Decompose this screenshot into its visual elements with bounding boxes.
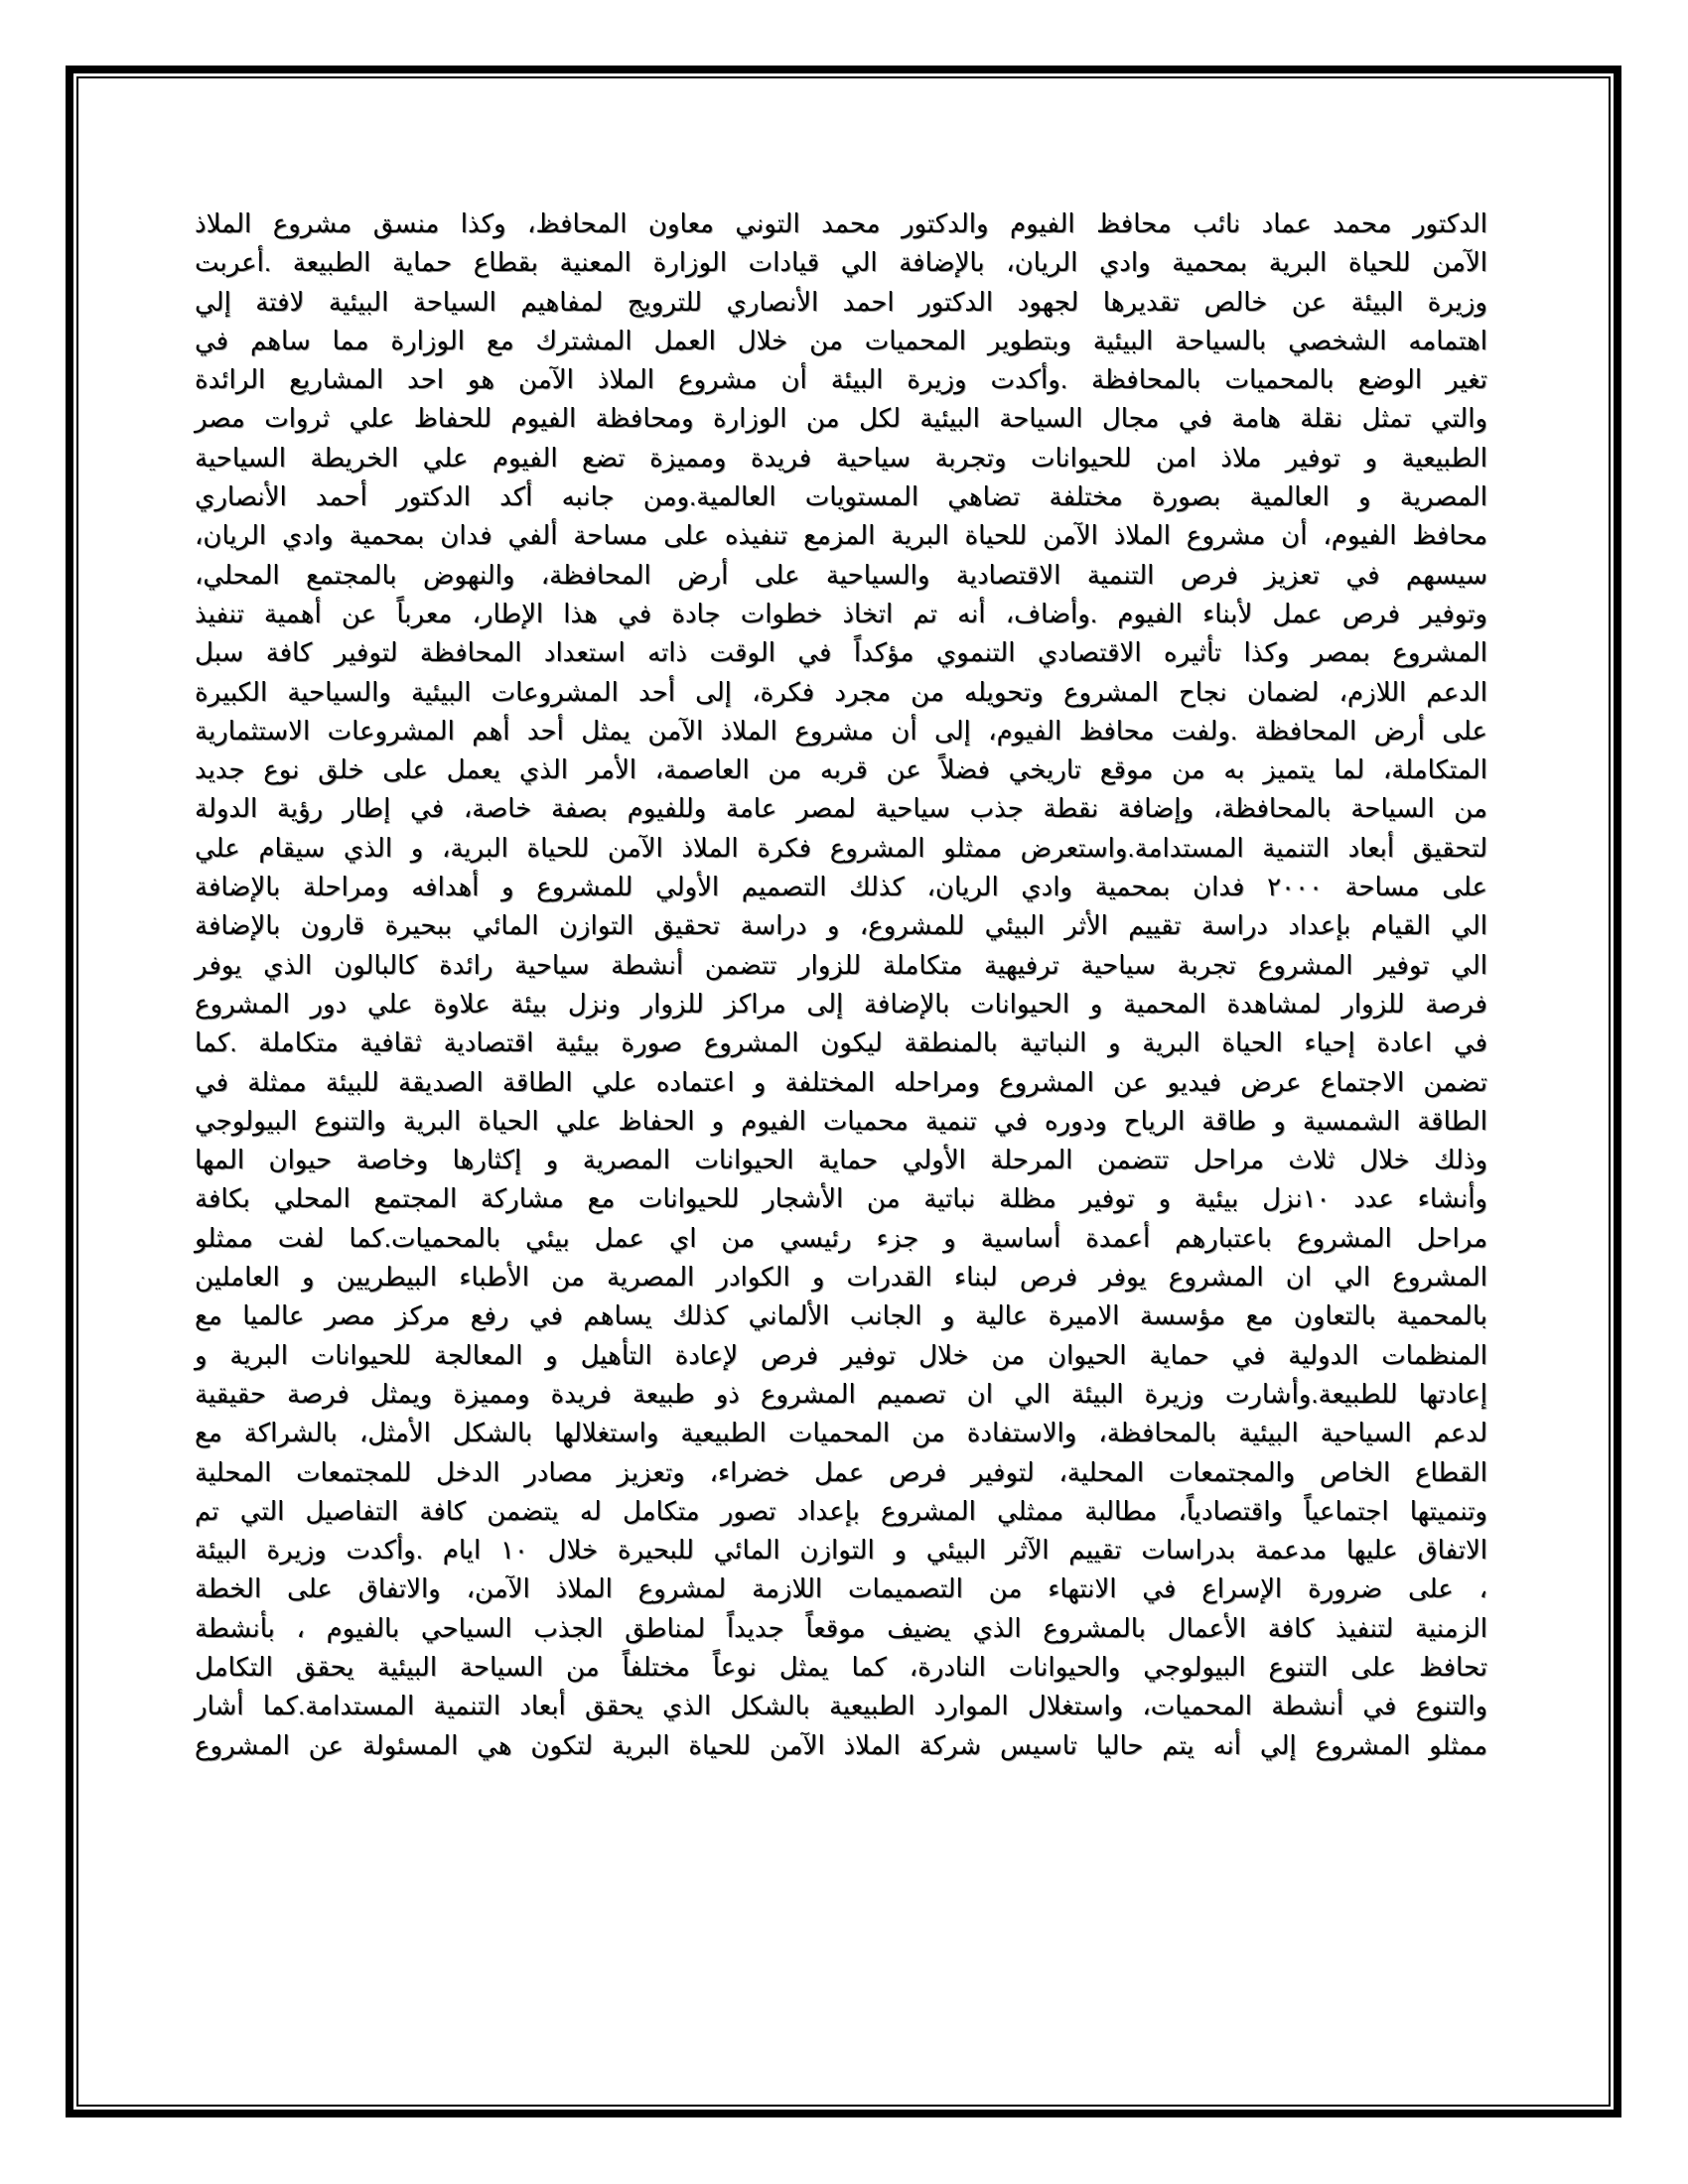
text-line: الزمنية لتنفيذ كافة الأعمال بالمشروع الذي يضيف موقعاً جديداً لمناطق الجذب السياحي بالفيوم ، بأنشطة: [195, 1612, 1487, 1643]
text-line: وتنميتها اجتماعياً واقتصادياً، مطالبة ممثلي المشروع بإعداد تصور متكامل له يتضمن كافة التفاصيل التي تم: [195, 1495, 1487, 1526]
text-line: الي توفير المشروع تجربة سياحية ترفيهية متكاملة للزوار تتضمن أنشطة سياحية رائدة كالبالون الذي يوفر: [195, 949, 1487, 980]
text-line: لدعم السياحية البيئية بالمحافظة، والاستفادة من المحميات الطبيعية واستغلالها بالشكل الأمثل، بالشراكة مع: [195, 1418, 1487, 1448]
text-line: تحافظ على التنوع البيولوجي والحيوانات النادرة، كما يمثل نوعاً مختلفاً من السياحة البيئية يحقق التكامل: [195, 1651, 1487, 1682]
text-line: الدكتور محمد عماد نائب محافظ الفيوم والدكتور محمد التوني معاون المحافظ، وكذا منسق مشروع الملاذ: [195, 208, 1487, 238]
text-line: لتحقيق أبعاد التنمية المستدامة.واستعرض ممثلو المشروع فكرة الملاذ الآمن للحياة البرية، و الذي سيقام علي: [195, 832, 1487, 863]
text-line: على أرض المحافظة .ولفت محافظ الفيوم، إلى أن مشروع الملاذ الآمن يمثل أحد أهم المشروعات الاستثمارية: [195, 715, 1487, 746]
text-line: فرصة للزوار لمشاهدة المحمية و الحيوانات بالإضافة إلى مراكز للزوار ونزل بيئة علاوة علي دور المشروع: [195, 988, 1487, 1019]
text-line: والتي تمثل نقلة هامة في مجال السياحة البيئية لكل من الوزارة ومحافظة الفيوم للحفاظ علي ثروات مصر: [195, 403, 1487, 434]
text-line: سيسهم في تعزيز فرص التنمية الاقتصادية والسياحية على أرض المحافظة، والنهوض بالمجتمع المحلي،: [195, 559, 1487, 590]
text-line: المصرية و العالمية بصورة مختلفة تضاهي المستويات العالمية.ومن جانبه أكد الدكتور أحمد الأنصاري: [195, 481, 1487, 512]
document-body: [195, 205, 1487, 1765]
text-line: والتنوع في أنشطة المحميات، واستغلال الموارد الطبيعية بالشكل الذي يحقق أبعاد التنمية المستدامة.كما أشار: [195, 1691, 1487, 1721]
text-line: تغير الوضع بالمحميات بالمحافظة .وأكدت وزيرة البيئة أن مشروع الملاذ الآمن هو احد المشاريع الرائدة: [195, 364, 1487, 395]
text-line: المشروع بمصر وكذا تأثيره الاقتصادي التنموي مؤكداً في الوقت ذاته استعداد المحافظة لتوفير كافة سبل: [195, 637, 1487, 668]
text-line: الدعم اللازم، لضمان نجاح المشروع وتحويله من مجرد فكرة، إلى أحد المشروعات البيئية والسياحية الكبيرة: [195, 676, 1487, 707]
text-line: من السياحة بالمحافظة، وإضافة نقطة جذب سياحية لمصر عامة وللفيوم بصفة خاصة، في إطار رؤية الدولة: [195, 793, 1487, 824]
text-line: المشروع الي ان المشروع يوفر فرص لبناء القدرات و الكوادر المصرية من الأطباء البيطريين و العاملين: [195, 1262, 1487, 1293]
text-line: ممثلو المشروع إلي أنه يتم حاليا تاسيس شركة الملاذ الآمن للحياة البرية لتكون هي المسئولة عن المشروع: [195, 1729, 1487, 1760]
text-line: محافظ الفيوم، أن مشروع الملاذ الآمن للحياة البرية المزمع تنفيذه على مساحة ألفي فدان بمحمية وادي الريان،: [195, 520, 1487, 551]
text-line: المنظمات الدولية في حماية الحيوان من خلال توفير فرص لإعادة التأهيل و المعالجة للحيوانات البرية و: [195, 1339, 1487, 1370]
text-line: تضمن الاجتماع عرض فيديو عن المشروع ومراحله المختلفة و اعتماده علي الطاقة الصديقة للبيئة ممثلة في: [195, 1066, 1487, 1097]
text-line: وأنشاء عدد ١٠نزل بيئية و توفير مظلة نباتية من الأشجار للحيوانات مع مشاركة المجتمع المحلي بكافة: [195, 1183, 1487, 1214]
text-line: المتكاملة، لما يتميز به من موقع تاريخي فضلاً عن قربه من العاصمة، الأمر الذي يعمل على خلق نوع جديد: [195, 754, 1487, 785]
text-line: وزيرة البيئة عن خالص تقديرها لجهود الدكتور احمد الأنصاري للترويج لمفاهيم السياحة البيئية لافتة إلي: [195, 286, 1487, 317]
text-line: ، على ضرورة الإسراع في الانتهاء من التصميمات اللازمة لمشروع الملاذ الآمن، والاتفاق على الخطة: [195, 1573, 1487, 1604]
text-line: الطاقة الشمسية و طاقة الرياح ودوره في تنمية محميات الفيوم و الحفاظ علي الحياة البرية والتنوع البيولوجي: [195, 1105, 1487, 1136]
text-line: الي القيام بإعداد دراسة تقييم الأثر البيئي للمشروع، و دراسة تحقيق التوازن المائي ببحيرة قارون بالإضافة: [195, 910, 1487, 941]
text-line: على مساحة ٢٠٠٠ فدان بمحمية وادي الريان، كذلك التصميم الأولي للمشروع و أهدافه ومراحلة بالإضافة: [195, 872, 1487, 902]
text-line: وتوفير فرص عمل لأبناء الفيوم .وأضاف، أنه تم اتخاذ خطوات جادة في هذا الإطار، معرباً عن أهمية تنفيذ: [195, 598, 1487, 628]
text-line: الاتفاق عليها مدعمة بدراسات تقييم الآثر البيئي و التوازن المائي للبحيرة خلال ١٠ ايام .وأكدت وزيرة البيئة: [195, 1535, 1488, 1566]
text-line: اهتمامه الشخصي بالسياحة البيئية وبتطوير المحميات من خلال العمل المشترك مع الوزارة مما ساهم في: [195, 325, 1487, 355]
text-line: الطبيعية و توفير ملاذ امن للحيوانات وتجربة سياحية فريدة ومميزة تضع الفيوم علي الخريطة السياحية: [195, 442, 1487, 473]
text-line: في اعادة إحياء الحياة البرية و النباتية بالمنطقة ليكون المشروع صورة بيئية اقتصادية ثقافية متكاملة .كما: [195, 1027, 1487, 1058]
text-line: مراحل المشروع باعتبارهم أعمدة أساسية و جزء رئيسي من اي عمل بيئي بالمحميات.كما لفت ممثلو: [195, 1222, 1487, 1253]
text-line: إعادتها للطبيعة.وأشارت وزيرة البيئة الي ان تصميم المشروع ذو طبيعة فريدة ومميزة ويمثل فرصة حقيقية: [195, 1378, 1487, 1409]
text-line: القطاع الخاص والمجتمعات المحلية، لتوفير فرص عمل خضراء، وتعزيز مصادر الدخل للمجتمعات المحلية: [195, 1456, 1487, 1487]
text-line: الآمن للحياة البرية بمحمية وادي الريان، بالإضافة الي قيادات الوزارة المعنية بقطاع حماية الطبيعة .أعربت: [195, 247, 1487, 278]
text-line: وذلك خلال ثلاث مراحل تتضمن المرحلة الأولي حماية الحيوانات المصرية و إكثارها وخاصة حيوان المها: [195, 1145, 1487, 1175]
text-line: بالمحمية بالتعاون مع مؤسسة الاميرة عالية و الجانب الألماني كذلك يساهم في رفع مركز مصر عالميا مع: [195, 1300, 1487, 1331]
